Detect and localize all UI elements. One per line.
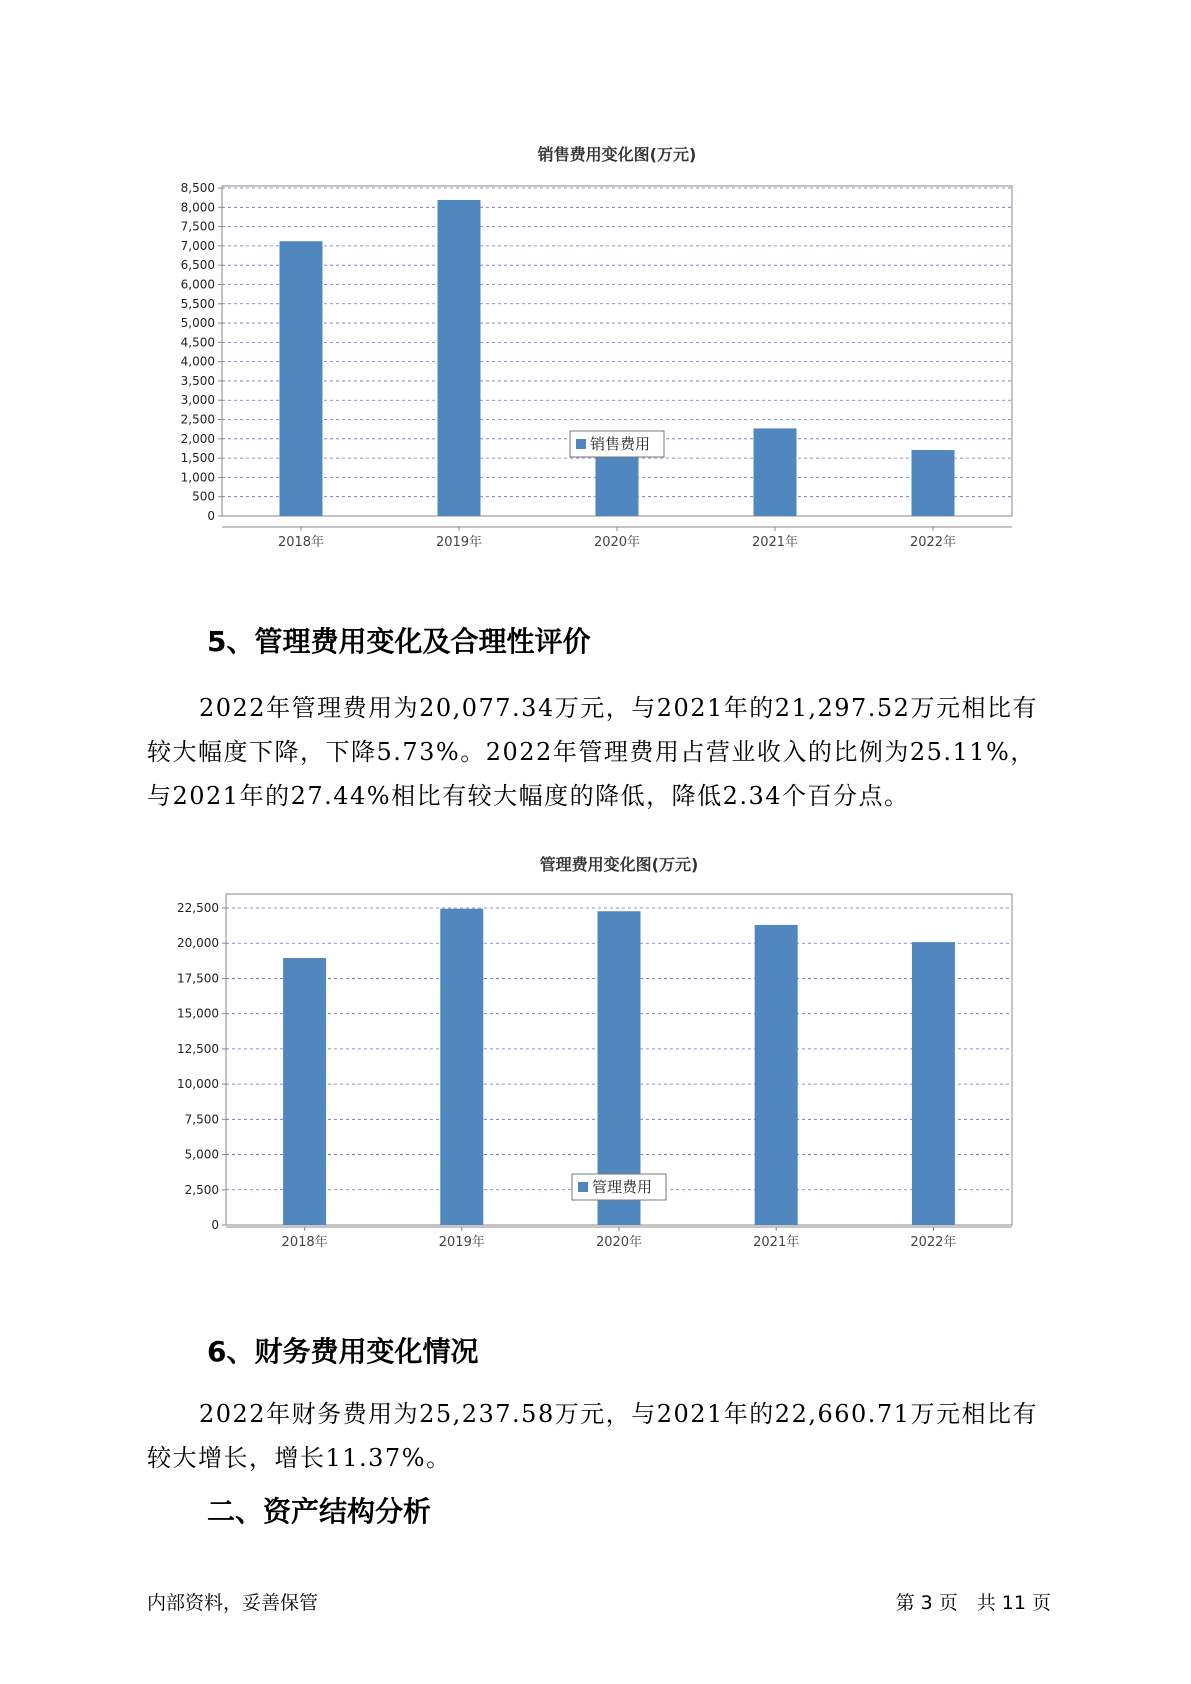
bar	[280, 241, 323, 516]
y-tick-label: 5,500	[180, 296, 215, 311]
y-tick-label: 2,000	[180, 431, 215, 446]
section-5-paragraph-text: 2022年管理费用为20,077.34万元，与2021年的21,297.52万元相比有较大幅度下降，下降5.73%。2022年管理费用占营业收入的比例为25.11%，与2021年的27.44%相比有较大幅度的降低，降低2.34个百分点。	[147, 694, 1038, 810]
admin-expense-chart-svg	[0, 838, 1191, 1278]
section-two-heading: 二、资产结构分析	[207, 1495, 432, 1528]
x-tick-label: 2020年	[593, 535, 641, 550]
chart-title: 销售费用变化图(万元)	[537, 145, 697, 164]
y-tick-label: 6,500	[180, 258, 215, 273]
y-tick-label: 22,500	[177, 901, 219, 915]
y-tick-label: 1,500	[180, 451, 215, 466]
y-tick-label: 4,500	[180, 335, 215, 350]
y-tick-label: 7,000	[180, 238, 215, 253]
chart-title: 管理费用变化图(万元)	[539, 855, 699, 874]
legend-label: 销售费用	[590, 435, 651, 453]
admin-expense-chart	[0, 838, 1191, 1278]
y-tick-label: 7,500	[184, 1112, 219, 1127]
bar	[754, 428, 797, 516]
bar	[438, 200, 481, 516]
x-tick-label: 2018年	[281, 1235, 328, 1250]
y-tick-label: 3,000	[180, 393, 215, 408]
x-tick-label: 2021年	[753, 1235, 800, 1250]
y-tick-label: 10,000	[177, 1077, 219, 1092]
x-tick-label: 2019年	[435, 535, 483, 550]
bar	[283, 958, 326, 1225]
bar	[440, 909, 483, 1225]
y-tick-label: 500	[192, 489, 215, 504]
y-tick-label: 3,500	[180, 373, 215, 388]
y-tick-label: 17,500	[177, 971, 219, 986]
section-5-paragraph	[147, 686, 1047, 818]
y-tick-label: 15,000	[177, 1006, 219, 1021]
y-tick-label: 2,500	[184, 1182, 219, 1197]
y-tick-label: 8,500	[180, 181, 215, 195]
x-tick-label: 2022年	[909, 535, 957, 550]
bar	[755, 925, 798, 1225]
x-tick-label: 2021年	[751, 535, 799, 550]
bar	[596, 457, 639, 516]
y-tick-label: 5,000	[180, 316, 215, 331]
y-tick-label: 5,000	[184, 1147, 219, 1162]
footer-page-number: 第 3 页 共 11 页	[895, 1592, 1051, 1614]
y-tick-label: 12,500	[177, 1041, 219, 1056]
y-tick-label: 1,000	[180, 470, 215, 485]
section-6-heading: 6、财务费用变化情况	[207, 1335, 479, 1368]
y-tick-label: 4,000	[180, 354, 215, 369]
y-tick-label: 6,000	[180, 277, 215, 292]
section-6-paragraph-text: 2022年财务费用为25,237.58万元，与2021年的22,660.71万元相比有较大增长，增长11.37%。	[147, 1400, 1038, 1472]
x-tick-label: 2022年	[910, 1235, 957, 1250]
x-tick-label: 2020年	[595, 1235, 643, 1250]
legend-swatch	[576, 439, 586, 449]
y-tick-label: 0	[207, 509, 215, 523]
section-6-paragraph	[147, 1392, 1047, 1480]
section-5-heading: 5、管理费用变化及合理性评价	[207, 625, 591, 658]
legend-label: 管理费用	[592, 1178, 653, 1196]
legend-swatch	[578, 1182, 588, 1192]
x-tick-label: 2018年	[277, 535, 325, 550]
y-tick-label: 8,000	[180, 200, 215, 215]
bar	[912, 942, 955, 1225]
x-tick-label: 2019年	[438, 1235, 485, 1250]
y-tick-label: 0	[211, 1218, 219, 1232]
bar	[912, 450, 955, 516]
footer-confidential-note: 内部资料，妥善保管	[147, 1592, 319, 1614]
y-tick-label: 2,500	[180, 412, 215, 427]
sales-expense-chart-svg	[0, 128, 1191, 558]
sales-expense-chart	[0, 128, 1191, 558]
y-tick-label: 20,000	[177, 936, 219, 951]
y-tick-label: 7,500	[180, 219, 215, 234]
